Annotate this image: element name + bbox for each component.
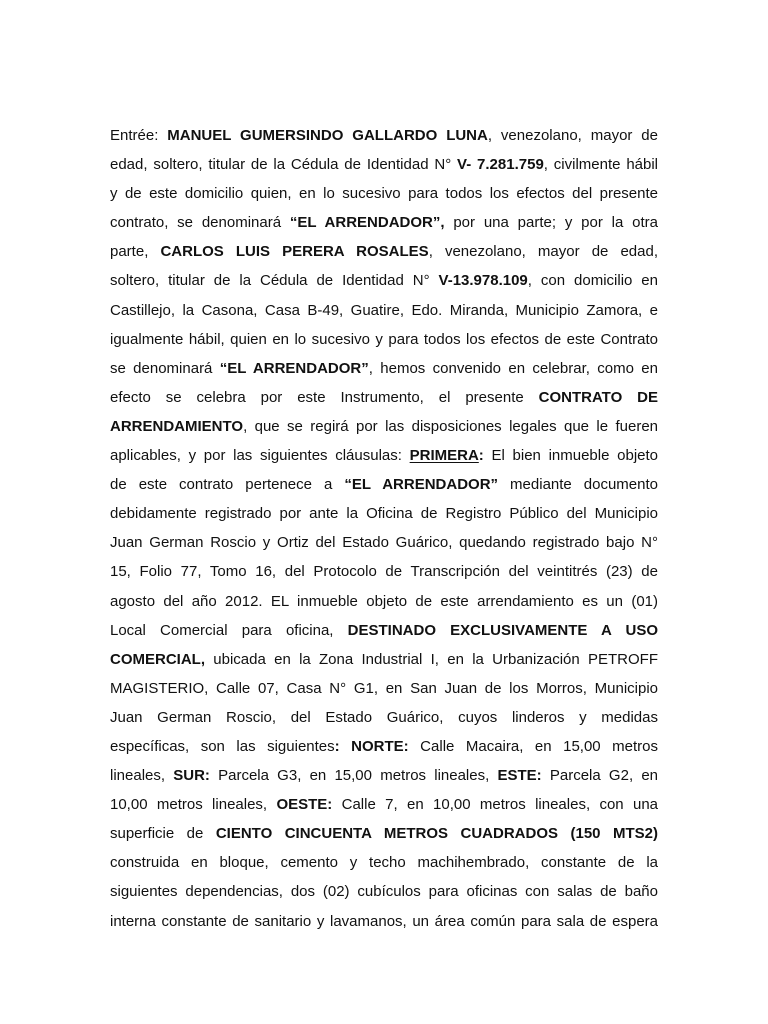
contract-line-8: igualmente hábil, quien en lo sucesivo y para todos los efectos de este Contrato: [110, 330, 658, 348]
contract-line-11: ARRENDAMIENTO, que se regirá por las disposiciones legales que le fueren: [110, 417, 658, 435]
contract-line-3: y de este domicilio quien, en lo sucesivo para todos los efectos del presente: [110, 185, 658, 203]
contract-line-6: soltero, titular de la Cédula de Identidad N° V-13.978.109, con domicilio en: [110, 272, 658, 290]
clause-primera-heading: PRIMERA: [409, 447, 479, 465]
contract-body: [110, 121, 658, 936]
contract-line-18: Local Comercial para oficina, DESTINADO EXCLUSIVAMENTE A USO: [110, 621, 658, 639]
contract-line-28: interna constante de sanitario y lavamanos, un área común para sala de espera: [110, 912, 658, 930]
contract-line-13: de este contrato pertenece a “EL ARRENDADOR” mediante documento: [110, 476, 658, 494]
contract-line-27: siguientes dependencias, dos (02) cubículos para oficinas con salas de baño: [110, 883, 658, 901]
contract-line-25: superficie de CIENTO CINCUENTA METROS CUADRADOS (150 MTS2): [110, 825, 658, 843]
contract-line-2: edad, soltero, titular de la Cédula de Identidad N° V- 7.281.759, civilmente hábil: [110, 156, 659, 174]
contract-line-26: construida en bloque, cemento y techo machihembrado, constante de la: [110, 854, 658, 872]
contract-line-12: aplicables, y por las siguientes cláusulas: PRIMERA: El bien inmueble objeto: [110, 447, 658, 465]
contract-line-9: se denominará “EL ARRENDADOR”, hemos convenido en celebrar, como en: [110, 359, 658, 377]
contract-line-14: debidamente registrado por ante la Oficina de Registro Público del Municipio: [110, 505, 658, 523]
contract-line-1: Entrée: MANUEL GUMERSINDO GALLARDO LUNA, venezolano, mayor de: [110, 127, 658, 144]
contract-line-7: Castillejo, la Casona, Casa B-49, Guatire, Edo. Miranda, Municipio Zamora, e: [110, 301, 658, 319]
contract-line-20: MAGISTERIO, Calle 07, Casa N° G1, en San Juan de los Morros, Municipio: [110, 679, 658, 697]
contract-line-19: COMERCIAL, ubicada en la Zona Industrial I, en la Urbanización PETROFF: [110, 650, 658, 668]
contract-line-21: Juan German Roscio, del Estado Guárico, cuyos linderos y medidas: [110, 708, 658, 726]
contract-line-24: 10,00 metros lineales, OESTE: Calle 7, en 10,00 metros lineales, con una: [110, 796, 658, 814]
contract-line-10: efecto se celebra por este Instrumento, el presente CONTRATO DE: [110, 388, 658, 406]
contract-line-23: lineales, SUR: Parcela G3, en 15,00 metros lineales, ESTE: Parcela G2, en: [110, 767, 659, 785]
contract-line-5: parte, CARLOS LUIS PERERA ROSALES, venezolano, mayor de edad,: [110, 243, 658, 261]
contract-line-17: agosto del año 2012. EL inmueble objeto de este arrendamiento es un (01): [110, 592, 658, 610]
contract-line-22: específicas, son las siguientes: NORTE: Calle Macaira, en 15,00 metros: [110, 737, 658, 755]
contract-line-16: 15, Folio 77, Tomo 16, del Protocolo de Transcripción del veintitrés (23) de: [110, 563, 658, 581]
contract-line-15: Juan German Roscio y Ortiz del Estado Guárico, quedando registrado bajo N°: [110, 534, 658, 552]
contract-line-4: contrato, se denominará “EL ARRENDADOR”, por una parte; y por la otra: [110, 214, 658, 232]
